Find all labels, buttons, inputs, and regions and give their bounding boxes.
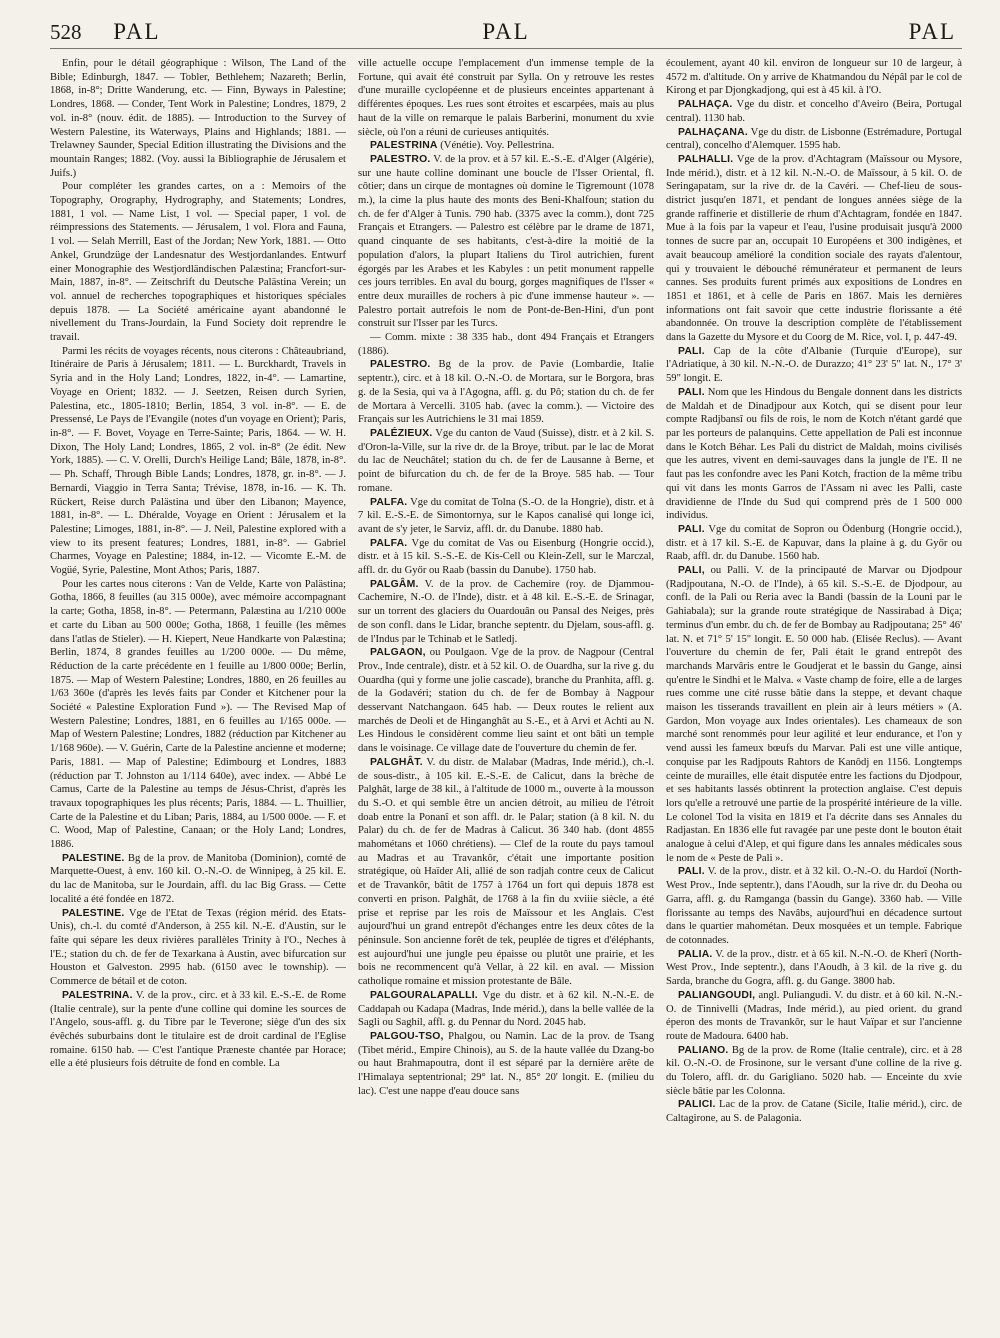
entry-text: Vge du comitat de Tolna (S.-O. de la Hongrie), distr. et à 7 kil. E.-S.-E. de Simontornya, sur le Kapos canalisé qui longe ici, avant de s'y jeter, le Sarviz, affl. dr. du Danube. 1880 hab. xyxy=(358,496,654,535)
entry-text: Vge du distr. et concelho d'Aveiro (Beira, Portugal central). 1130 hab. xyxy=(666,99,962,124)
entry-paragraph xyxy=(50,180,346,344)
entry-headword: PALGÂM. xyxy=(370,578,419,590)
entry-text: Vge de l'Etat de Texas (région mérid. des Etats-Unis), ch.-l. du comté d'Anderson, à 255 kil. N.-E. d'Austin, sur le faîte qui sépare les deux rivières parallèles Trinity à l'O., Neches à l'E.; station du ch. de fer de Texarkana à Austin, avec bifurcation sur Houston et Galveston. 2995 hab. (6150 avec le township). — Commerce de bétail et de coton. xyxy=(50,907,346,988)
dictionary-entry xyxy=(666,1044,962,1099)
dictionary-entry xyxy=(666,1098,962,1125)
dictionary-entry xyxy=(50,852,346,907)
text-column-left xyxy=(50,57,346,1325)
entry-headword: PALHAÇA. xyxy=(678,99,733,111)
dictionary-entry xyxy=(358,496,654,537)
dictionary-entry xyxy=(358,153,654,331)
dictionary-entry xyxy=(358,1030,654,1099)
entry-headword: PALGOURALAPALLI. xyxy=(370,989,478,1001)
entry-headword: PALI. xyxy=(678,523,705,535)
entry-headword: PALI. xyxy=(678,386,705,398)
entry-text: V. de la prov. et à 57 kil. E.-S.-E. d'Alger (Algérie), sur une haute colline dominant une boucle de l'Isser Oriental, fl. côtier; dans un cirque de montagnes où domine le Tigremount (1078 m.), la cime la plus haute des monts des Beni-Khalfoun; station du ch. de fer d'Alger à Tunis. 790 hab. (3375 avec la comm.), dont 725 Français et Etrangers. — Palestro est célèbre par le drame de 1871, quand cinquante de ses habitants, c'est-à-dire la moitié de la population d'alors, la plupart Italiens du Tirol autrichien, furent égorgés par les Arabes et les Kabyles : un petit monument rappelle ces jours terribles. En aval du bourg, gorges magnifiques de l'Isser « entre deux murailles de rochers à pic d'une immense hauteur ». — Palestro portait autrefois le nom de Pont-de-Ben-Hini, d'un pont construit sur l'Isser par les Turcs. xyxy=(358,153,654,330)
entry-headword: PALESTRINA. xyxy=(62,989,133,1001)
entry-headword: PALESTRO. xyxy=(370,359,431,371)
dictionary-entry xyxy=(666,386,962,523)
entry-headword: PALIA. xyxy=(678,948,713,960)
entry-text: V. de la prov., circ. et à 33 kil. E.-S.-E. de Rome (Italie centrale), sur la pente d'une colline qui domine les sources de l'Angelo, sous-affl. g. du Tibre par le Teverone; siège d'un des six évêchés suburbains dont le titulaire est de droit cardinal de l'Eglise romaine. 6150 hab. — C'est l'antique Præneste chantée par Horace; elle a été plusieurs fois détruite de fond en comble. La xyxy=(50,989,346,1070)
entry-paragraph xyxy=(50,57,346,180)
entry-headword: PALIANGOUDI, xyxy=(678,989,756,1001)
dictionary-entry xyxy=(358,427,654,496)
entry-headword: PALGHÂT. xyxy=(370,756,423,768)
dictionary-entry xyxy=(358,756,654,989)
entry-text: Parmi les récits de voyages récents, nous citerons : Châteaubriand, Itinéraire de Paris à Jérusalem; 1811. — L. Burckhardt, Travels in Syria and in the Holy Land; Londres, 1822, in-4°. — Lamartine, Voyage en Orient; 1832. — J. Seetzen, Reisen durch Syrien, Palestina, etc., 1805-1810; Berlin, 1854, 3 vol. in-8°. — E. de Pressensé, Le Pays de l'Evangile (notes d'un voyage en Orient); Paris, in-8°. — F. Bovet, Voyage en Terre-Sainte; Paris, 1864. — W. H. Dixon, The Holy Land; Londres, 1865, 2 vol. in-8° (2e édit. New York, 1885). — C. V. Orelli, Durch's Heilige Land; Bâle, 1878, in-8°. — Ph. Schaff, Through Bible Lands; Londres, 1878, gr. in-8°. — J. Bernardi, Viaggio in Terra Santa; Trévise, 1878, in-16. — K. Th. Rückert, Reise durch Palästina und über den Libanon; Mayence, 1881, in-8°. — L. Dhéralde, Voyage en Orient : Jérusalem et la Palestine; Limoges, 1881, in-8°. — J. Neil, Palestine explored with a view to its present features; Londres, 1881, in-8°. — Gabriel Charmes, Voyage en Palestine; 1884, in-12. — Vicomte E.-M. de Vogüé, Syrie, Palestine, Mont Athos; Paris, 1887. xyxy=(50,345,346,577)
entry-text: écoulement, ayant 40 kil. environ de longueur sur 10 de largeur, à 4572 m. d'altitude. On y arrive de Khatmandou du Népâl par le col de Kirong et par Djongkadjong, qui est à 45 kil. à l'O. xyxy=(666,58,962,97)
page-number: 528 xyxy=(50,20,82,44)
entry-text: V. de la prov. de Cachemire (roy. de Djammou-Cachemire, N.-O. de l'Inde), distr. et à 48 kil. E.-S.-E. de Srinagar, sur un torrent des glaciers du Ouardouân ou Pansal des Neiges, près de son confl. dans le Lidar, branche septentr. du Djelam, sous-affl. g. de l'Indus par le Tchinab et le Satledj. xyxy=(358,578,654,645)
entry-text: V. de la prov., distr. et à 65 kil. N.-N.-O. de Kherî (North-West Prov., Inde septentr.), dans l'Aoudh, à 3 kil. de la rive g. du Sarda, branche du Gogra, affl. g. du Gange. 3800 hab. xyxy=(666,948,962,988)
running-header xyxy=(50,18,962,49)
entry-text: Vge de la prov. d'Achtagram (Maïssour ou Mysore, Inde mérid.), distr. et à 12 kil. N.-N.-O. de Maïssour, à 5 kil. O. de Seringapatam, sur la rive dr. de la Cavéri. — Chef-lieu de sous-district jusqu'en 1871, et pendant de longues années siège de la grande raffinerie et distillerie de rhum d'Achtagram, fondée en 1847. Mue à la fois par la vapeur et l'eau, l'usine produisait jusqu'à 2000 tonnes de sucre par an, occupait 10 Européens et 300 indigènes, et avait beaucoup amélioré la condition sociale des rayats d'alentour, qui y trouvaient le débouché rémunérateur et permanent de leurs cannes. Ses produits furent primés aux expositions de Londres en 1851 et 1861, et à celle de Paris en 1867. Mais les dernières informations ont fait savoir que cette industrie florissante a été abandonnée. On trouve la description complète de l'établissement dans la Gazette du Mysore et du Coorg de M. Rice, vol. I, p. 447-49. xyxy=(666,153,962,344)
entry-text: — Comm. mixte : 38 335 hab., dont 494 Français et Etrangers (1886). xyxy=(358,332,654,357)
dictionary-entry xyxy=(666,153,962,345)
running-head-center: PAL xyxy=(482,19,530,44)
dictionary-entry xyxy=(666,98,962,125)
entry-text: Nom que les Hindous du Bengale donnent dans les districts de Maldah et de Dinadjpour aux Kotch, qui se disent pour leur compte Radjbansî ou fils de rois, le nom de Kotch n'étant gardé que par les porteurs de palanquins. Cette appellation de Pali est inconnue dans le Kotch Béhar. Les Pali du district de Maldah, moins civilisés que les autres, vivent en demi-sauvages dans la jungle de l'E. Il ne faut pas les confondre avec les Pani Kotch, fraction de la même tribu qui vit dans les monts Garros de l'Assam ni avec les Palli, caste dravidienne de l'Inde du Sud qui comprend près de 1 500 000 individus. xyxy=(666,386,962,522)
entry-text: Pour compléter les grandes cartes, on a : Memoirs of the Topography, Orography, Hydrography, and Statements; Londres, 1881, 1 vol. — Name List, 1 vol. — Special paper, 1 vol. de réimpressions des Statements. — Jérusalem, 1 vol. Flora and Fauna, 1 vol. — Selah Merrill, East of the Jordan; New York, 1881. — Otto Ankel, Grundzüge der Landesnatur des Westjordanlandes. Entwurf einer Monographie des Westjordländischen Palæstina; Francfort-sur-Main, 1887, in-8°. — Zeitschrift du Deutsche Palästina Verein; un vol. annuel de recherches topographiques et historiques spéciales depuis 1878. — La Société américaine ayant abandonné le nivellement du Trans-Jourdain, la Fund Society doit reprendre le travail. xyxy=(50,181,346,344)
entry-text: Bg de la prov. de Rome (Italie centrale), circ. et à 28 kil. O.-N.-O. de Frosinone, sur le versant d'une colline de la rive g. du Tolero, affl. dr. du Garigliano. 5020 hab. — Enceinte du xvie siècle bâtie par les Colonna. xyxy=(666,1044,962,1097)
text-column-middle xyxy=(358,57,654,1325)
entry-headword: PALHALLI. xyxy=(678,153,734,165)
entry-headword: PALESTRINA xyxy=(370,140,438,152)
dictionary-entry xyxy=(358,537,654,578)
entry-paragraph xyxy=(666,57,962,98)
entry-headword: PALICI. xyxy=(678,1099,716,1111)
entry-text: Vge du comitat de Sopron ou Ödenburg (Hongrie occid.), distr. et à 17 kil. S.-E. de Kapuvar, dans la plaine à g. du Győr ou Raab, affl. dr. du Danube. 1560 hab. xyxy=(666,523,962,563)
dictionary-entry xyxy=(666,345,962,386)
entry-text: Pour les cartes nous citerons : Van de Velde, Karte von Palästina; Gotha, 1866, 8 feuilles (au 315 000e), avec mémoire accompagnant la carte; Gotha, 1858, in-8°. — Petermann, Palæstina au 1/210 000e et carte du Liban au 500 000e; Gotha, 1868, 1 feuille (les mêmes dans l'atlas de Stieler). — H. Kiepert, Neue Handkarte von Palæstina; Berlin, 1874, 8 grandes feuilles au 1/200 000e. — Du même, Réduction de la carte précédente en 1 feuille au 1/800 000e; Berlin, 1875. — Map of Western Palestine; Londres, 1880, en 26 feuilles au 1/63 360e (d'après les levés faits par Conder et Kitchener pour la Société « Palestine Exploration Fund »). — The Revised Map of Western Palestine; Londres, 1881, en 6 feuilles au 1/165 000e. — Map of Western Palestine; Londres, 1882 (réduction par Kitchener au 1/168 960e). — V. Guérin, Carte de la Palestine ancienne et moderne; Paris, 1881. — Map of Palestine; Edimbourg et Londres, 1883 (réduction par T. Johnston au 1/114 640e), avec index. — Abbé Le Camus, Carte de la Palestine au temps de Jésus-Christ, d'après les travaux topographiques les plus récents; Paris, 1884. — L. Thuillier, Carte de la Palestine et du Liban; Paris, 1884, au 1/500 000e. — F. et C. Wood, Map of Palestine, Canaan; or the Holy Land; Londres, 1886. xyxy=(50,578,346,851)
dictionary-entry xyxy=(666,865,962,947)
entry-text: ou Palli. V. de la principauté de Marvar ou Djodpour (Radjpoutana, N.-O. de l'Inde), à 65 kil. S.-S.-E. de Djodpour, au confl. de la Pali ou Reria avec la Bandi (bassin de la Louni par le Gahiabala); sur la grande route stratégique de Nassirabad à Diça; terminus d'un embr. du ch. de fer de Bombay au Radjpoutana; 25° 46' lat. N. et 71° 5' 15" longit. E. 50 000 hab. (Elisée Reclus). — Avant l'ouverture du chemin de fer, Pali était le grand entrepôt des marchands Marvâris entre le Goudjerat et le bassin du Gange, ainsi qu'entre le Sindhi et le Malva. « Vaste champ de foire, elle a de larges rues comme une cité russe bâtie dans la steppe, et devant chaque maison les tisserands travaillent en plein air à leurs métiers » (A. Gardon, Mon voyage aux Indes orientales). Les chameaux de son marché sont renommés pour leur agilité et leur endurance, et l'on y vend aussi les fameux bœufs du Marvar. Pali est une ville antique, conquise par les Radjpouts Rahtors de Kanôdj en 1156. Longtemps ceinte de murailles, elle était disputée entre les factions du Djodpour, et ses habitants lassés obtinrent la protection anglaise. C'est depuis lors qu'elle a retrouvé une partie de la prospérité intérieure de la ville. Le colonel Tod la visita en 1819 et l'a décrite dans ses Annales du Radjastan. En 1836 elle fut ravagée par une peste dont le bouton était analogue à celui d'Alep, et qui figure dans les annales médicales sous le nom de « Peste de Pali ». xyxy=(666,565,962,864)
entry-headword: PALFA. xyxy=(370,496,408,508)
entry-text: Vge du comitat de Vas ou Eisenburg (Hongrie occid.), distr. et à 15 kil. S.-S.-E. de Kis-Cell ou Klein-Zell, sur le Marczal, affl. dr. du Győr ou Raab (bassin du Danube). 1750 hab. xyxy=(358,537,654,577)
entry-text: V. du distr. de Malabar (Madras, Inde mérid.), ch.-l. de sous-distr., à 105 kil. E.-S.-E. de Calicut, dans la brèche de Palghât, large de 38 kil., à l'altitude de 1000 m., ouverte à la mousson du S.-O. et qui semble être un ancien détroit, au milieu de l'étroit doab entre la Ponanî et son affl. dr. le Palar; station (à 8 kil. N. du Palar) du ch. de fer de Madras à Calicut. 36 340 hab. (dont 4855 mahométans et 1060 chrétiens). — Clef de la route du pays tamoul au Madras et au Travankôr, c'était une importante position stratégique, où Haïder Ali, allié de son radjah contre ceux de Calicut et de Travankôr, bâtit de 1757 à 1764 un fort qui depuis 1878 est converti en prison. Palghât, de 1768 à la fin du xviiie siècle, a été prise et reprise par les rois de Maïssour et les Anglais. C'est aujourd'hui un grand entrepôt d'échanges entre les deux côtes de la péninsule. Son ancienne forêt de tek, peuplée de tigres et d'éléphants, est aujourd'hui une jungle peu épaisse ou plutôt une prairie, et les bois ne recommencent qu'à Vellar, à 22 kil. en aval. — Mission catholique romaine et mission protestante de Bâle. xyxy=(358,756,654,988)
text-columns xyxy=(50,57,962,1325)
running-head-right: PAL xyxy=(908,19,956,44)
entry-text: ou Poulgaon. Vge de la prov. de Nagpour (Central Prov., Inde centrale), distr. et à 52 kil. O. de Ouardha, sur la rive g. du Ouardha (qui y forme une jolie cascade), branche du Pranhita, affl. g. de la Godavéri; station du ch. de fer de Bombay à Nagpour desservant Natchangaon. 645 hab. — Deux routes le relient aux marchés de Deoli et de Hinganghât au S.-E., et à Arvi et Achti au N. Les Hindous le considèrent comme lieu saint et ont bâti un temple dans le voisinage. Ce village date de l'ouverture du chemin de fer. xyxy=(358,647,654,755)
entry-headword: PALESTINE. xyxy=(62,907,125,919)
dictionary-entry xyxy=(358,646,654,756)
entry-paragraph xyxy=(358,57,654,139)
running-head-left: PAL xyxy=(113,19,161,44)
entry-text: angl. Puliangudi. V. du distr. et à 60 kil. N.-N.-O. de Tinnivelli (Madras, Inde mérid.), au pied orient. du grand éperon des monts de Travankôr, sur le haut Vaïpar et sur l'ancienne route de Madoura. 6400 hab. xyxy=(666,989,962,1042)
dictionary-entry xyxy=(358,989,654,1030)
entry-headword: PALGOU-TSO, xyxy=(370,1030,444,1042)
entry-headword: PALFA. xyxy=(370,537,408,549)
dictionary-entry xyxy=(666,523,962,564)
header-left-group xyxy=(50,18,161,46)
entry-headword: PALI. xyxy=(678,866,705,878)
entry-text: Phalgou, ou Namin. Lac de la prov. de Tsang (Tibet mérid., Empire Chinois), au S. de la haute vallée du Dzang-bo ou haut Brahmapoutra, dont il est séparé par la dernière arête de l'Himalaya septentrional; 29° lat. N., 85° 20' longit. E. (milieu du lac). C'est une nappe d'eau douce sans xyxy=(358,1030,654,1097)
entry-headword: PALÉZIEUX. xyxy=(370,427,433,439)
entry-text: ville actuelle occupe l'emplacement d'un immense temple de la Fortune, qui avait été construit par Sylla. On y retrouve les restes d'une muraille cyclopéenne et de plusieurs enceintes appartenant à différentes époques. Les rues sont étroites et escarpées, mais au plus haut de la ville on remarque le palais Barberini, monument du xvie siècle, où l'on a réuni de curieuses antiquités. xyxy=(358,58,654,138)
entry-text: Vge du distr. et à 62 kil. N.-N.-E. de Caddapah ou Kadapa (Madras, Inde mérid.), dans la belle vallée de la Sagli ou Saghil, affl. g. du Pennar du Nord. 2045 hab. xyxy=(358,989,654,1029)
entry-text: Cap de la côte d'Albanie (Turquie d'Europe), sur l'Adriatique, à 30 kil. N.-N.-O. de Durazzo; 41° 23' 5" lat. N., 17° 3' 59" longit. E. xyxy=(666,345,962,385)
entry-headword: PALESTRO. xyxy=(370,153,431,165)
dictionary-entry xyxy=(358,358,654,427)
entry-text: Lac de la prov. de Catane (Sicile, Italie mérid.), circ. de Caltagirone, au S. de Palagonia. xyxy=(666,1099,962,1125)
entry-text: Enfin, pour le détail géographique : Wilson, The Land of the Bible; Edinburgh, 1847. — Tobler, Bethlehem; Nazareth; Berlin, 1868, in-8°; Dritte Wanderung, etc. — Finn, Byways in Palestine; Londres, 1868. — Conder, Tent Work in Palestine; Londres, 1879, 2 vol. in-8° (nouv. édit. de 1885). — Introduction to the Survey of Western Palestine, its Waterways, Plains and Highlands; 1881. — Trelawney Saunder, Special Edition illustrating the Divisions and the mountain Ranges; 1882. (Voy. aussi la Bibliographie de Jérusalem et Juifs.) xyxy=(50,58,346,179)
entry-headword: PALGAON, xyxy=(370,647,426,659)
dictionary-entry xyxy=(666,126,962,153)
dictionary-entry xyxy=(666,564,962,865)
entry-headword: PALIANO. xyxy=(678,1044,729,1056)
entry-text: V. de la prov., distr. et à 32 kil. O.-N.-O. du Hardoï (North-West Prov., Inde septentr.), dans l'Aoudh, sur la rive dr. du Deoha ou Garra, affl. g. du Ramganga (bassin du Gange). 3360 hab. — Ville florissante au temps des Navâbs, aujourd'hui en décadence surtout dans le quartier mahométan. Deux mosquées et un temple. Fabrique de cotonnades. xyxy=(666,866,962,946)
entry-headword: PALI, xyxy=(678,565,705,577)
entry-headword: PALESTINE. xyxy=(62,852,125,864)
entry-paragraph xyxy=(358,331,654,358)
dictionary-entry xyxy=(358,578,654,647)
entry-paragraph xyxy=(50,578,346,852)
entry-text: Bg de la prov. de Pavie (Lombardie, Italie septentr.), circ. et à 18 kil. O.-N.-O. de Mortara, sur le Borgora, bras g. de la Sesia, qui va à l'Agogna, affl. g. du Pô; station du ch. de fer de Mortara à Vercelli. 3105 hab. (avec la comm.). — Victoire des Français sur les Autrichiens le 31 mai 1859. xyxy=(358,359,654,426)
dictionary-entry xyxy=(666,948,962,989)
entry-headword: PALI. xyxy=(678,345,705,357)
entry-text: Vge du distr. de Lisbonne (Estrémadure, Portugal central), concelho d'Alemquer. 1595 hab. xyxy=(666,126,962,152)
entry-text: (Vénétie). Voy. Pellestrina. xyxy=(440,140,555,152)
dictionary-entry xyxy=(358,139,654,153)
entry-paragraph xyxy=(50,345,346,578)
dictionary-entry xyxy=(666,989,962,1044)
dictionary-entry xyxy=(50,989,346,1071)
entry-headword: PALHAÇANA. xyxy=(678,126,748,138)
dictionary-entry xyxy=(50,907,346,989)
entry-text: Vge du canton de Vaud (Suisse), distr. et à 2 kil. S. d'Oron-la-Ville, sur la rive dr. de la Broye, tribut. par le lac de Morat du lac de Neuchâtel; station du ch. de fer de Lausanne à Berne, et point de bifurcation du ch. de fer de la Broye. 585 hab. — Tour romane. xyxy=(358,427,654,494)
entry-text: Bg de la prov. de Manitoba (Dominion), comté de Marquette-Ouest, à env. 160 kil. O.-N.-O. de Winnipeg, à 25 kil. E. du lac de Manitoba, sur le Jourdain, affl. du lac Big Grass. — Cette localité a été fondée en 1872. xyxy=(50,852,346,905)
text-column-right xyxy=(666,57,962,1325)
